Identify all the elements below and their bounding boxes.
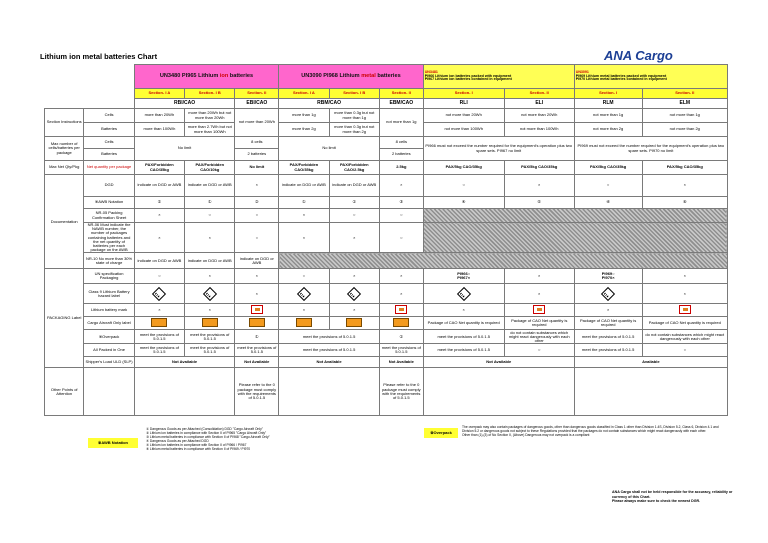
cell-value: meet the provisions of 5.0.1.5 [574, 330, 642, 344]
cell-value: not more than 100Wh [423, 123, 504, 137]
number-symbol: ⑤ [504, 197, 574, 209]
cross-symbol: × [423, 304, 504, 317]
cross-symbol: × [504, 269, 574, 284]
cell-value: indicate on DGD or AWB [329, 175, 379, 197]
other-row [45, 368, 728, 416]
cell-value: meet the provisions of 5.0.1.5 [235, 344, 279, 357]
cell-value: Available [574, 357, 727, 368]
un3481-header: UN3481 PI966 Lithium ion batteries packed with equipment PI967 Lithium ion batteries contained in equipment [423, 65, 574, 89]
cell-value: more than 2g [279, 123, 329, 137]
circle-symbol: ○ [379, 209, 423, 223]
class9-label: Class 9 Lithium Battery hazard label [84, 284, 134, 304]
cell-value: 2 batteries [379, 149, 423, 161]
awb-line: ③ Lithium metal batteries in compliance with Section II of PI968 "Cargo Aircraft Only" [146, 434, 270, 439]
cell-value: not more than 100Wh [504, 123, 574, 137]
number-symbol: ③ [379, 197, 423, 209]
cell-value: Not Available [423, 357, 574, 368]
cells-row [45, 109, 728, 123]
cell-value: No limit [235, 161, 279, 175]
cell-value: more than 100Wh [134, 123, 184, 137]
battery-mark-icon [379, 304, 423, 317]
awb-row [45, 197, 728, 209]
cell-value: meet the provisions of 5.0.1.5 [185, 344, 235, 357]
cell-value: meet the provisions of 5.0.1.5 [185, 330, 235, 344]
cell-value: PAX/5kg CAO/35kg [574, 161, 642, 175]
cell-value: do not contain substances which might react dangerously with each other [504, 330, 574, 344]
nr06-label: NR-06 Must indicate the NAWB number, the number of packages containing batteries and the net quantity of batteries per each package on the AWB [84, 223, 134, 253]
cell-value: meet the provisions of 5.0.1.5 [134, 330, 184, 344]
cell-value: Package of CAO Net quantity is required [423, 317, 504, 330]
cross-symbol: × [642, 284, 727, 304]
hazard-label-icon [423, 284, 504, 304]
cell-value: PAX/Forbidden CAO/35kg [134, 161, 184, 175]
nr05-label: NR-05 Packing Confirmation Sheet [84, 209, 134, 223]
section-row [45, 89, 728, 99]
cao-label-row [45, 317, 728, 330]
cell-value: indicate on DGD or AWB [235, 253, 279, 269]
hazard-label-icon [279, 284, 329, 304]
cross-symbol: × [134, 223, 184, 253]
cell-value: 8 cells [235, 137, 279, 149]
awb-line: ⑤ Lithium ion batteries in compliance with Section II of PI966 / PI967 [146, 442, 247, 447]
number-symbol: ① [134, 197, 184, 209]
cross-symbol: × [185, 269, 235, 284]
all-packed-row [45, 344, 728, 357]
cell-value: Not Available [134, 357, 235, 368]
cross-symbol: × [329, 304, 379, 317]
cell-value: 2 batteries [235, 149, 279, 161]
nr06-row [45, 223, 728, 253]
section-label: Section- I A [279, 89, 329, 99]
battery-mark-icon [235, 304, 279, 317]
cross-symbol: × [504, 284, 574, 304]
number-symbol: ② [235, 197, 279, 209]
cross-symbol: × [279, 304, 329, 317]
awb-line: ② Lithium ion batteries in compliance with Section II of PI965 "Cargo Aircraft Only" [146, 430, 267, 435]
other-label: Other Points of Attention [45, 368, 84, 416]
documentation-label: Documentation [45, 175, 84, 269]
cao-label-icon [379, 317, 423, 330]
un3090-header: UN3090 PI968 Lithium metal batteries [279, 65, 423, 89]
circle-symbol: ○ [185, 209, 235, 223]
cell-value: Not Available [279, 357, 380, 368]
cao-label-icon [235, 317, 279, 330]
all-packed-label: All Packed in One [84, 344, 134, 357]
group-label: EBM/CAO [379, 99, 423, 109]
cell-value: meet the provisions of 5.0.1.5 [423, 344, 504, 357]
cross-symbol: × [379, 269, 423, 284]
awb-line: ① Dangerous Goods as per Attached (Consolidation) DGD "Cargo Aircraft Only" [146, 427, 263, 431]
circle-symbol: ○ [423, 175, 504, 197]
group-label: RBI/CAO [134, 99, 235, 109]
cross-symbol: × [642, 175, 727, 197]
cell-value: PI969 must not exceed the number required for the equipment's operation plus two spare sets. PI970 no limit [574, 137, 727, 161]
cells-label: Cells [84, 137, 134, 149]
cross-symbol: × [235, 175, 279, 197]
not-applicable-area [423, 223, 727, 253]
section-label: Section- I [423, 89, 504, 99]
disclaimer-note [612, 490, 742, 504]
not-applicable-area [279, 253, 728, 269]
group-label: EBI/CAO [235, 99, 279, 109]
group-label: ELM [642, 99, 727, 109]
overpack-button: ※Overpack [424, 428, 458, 438]
un-header-row [45, 65, 728, 89]
number-symbol: ④ [574, 197, 642, 209]
circle-symbol: ○ [134, 269, 184, 284]
section-label: Section- I B [329, 89, 379, 99]
section-label: Section- II [235, 89, 279, 99]
cell-value: more than 0.3g but not more than 2g [329, 123, 379, 137]
max-number-label: Max number of cells/batteries per package [45, 137, 84, 161]
batteries-label: Batteries [84, 149, 134, 161]
section-instructions-label: Section Instructions [45, 109, 84, 137]
awb-notation-button: ※AWB Notation [88, 438, 138, 448]
cell-value: not more than 2g [642, 123, 727, 137]
circle-symbol: ○ [379, 223, 423, 253]
section-label: Section- I [574, 89, 642, 99]
cross-symbol: × [279, 223, 329, 253]
cell-value: indicate on DGD or AWB [134, 253, 184, 269]
cross-symbol: × [185, 223, 235, 253]
shipper-uld-row [45, 357, 728, 368]
circle-symbol: ○ [329, 209, 379, 223]
number-symbol: ① [235, 330, 279, 344]
awb-line: ④ Dangerous Goods as per Attached DGD [146, 438, 209, 443]
cross-symbol: × [329, 223, 379, 253]
cell-value: more than 1g [279, 109, 329, 123]
lbm-row [45, 304, 728, 317]
number-symbol: ① [279, 197, 329, 209]
cell-value: PAX/5kg CAO/35kg [423, 161, 504, 175]
hazard-label-icon [574, 284, 642, 304]
cross-symbol: × [134, 209, 184, 223]
cell-value: PI966 must not exceed the number required for the equipment's operation plus two spare sets. PI967 no limit [423, 137, 574, 161]
un3091-header: UN3091 PI969 Lithium metal batteries packed with equipment PI970 Lithium metal batteries contained in equipment [574, 65, 727, 89]
circle-symbol: ○ [235, 209, 279, 223]
cross-symbol: × [235, 269, 279, 284]
cell-value: not more than 1g [574, 109, 642, 123]
cross-symbol: × [379, 175, 423, 197]
circle-symbol: ○ [235, 223, 279, 253]
nr05-row [45, 209, 728, 223]
cross-symbol: × [504, 175, 574, 197]
cross-symbol: × [329, 269, 379, 284]
cell-value: 2.5kg [379, 161, 423, 175]
cell-value: meet the provisions of 5.0.1.5 [423, 330, 504, 344]
cell-value: meet the provisions of 5.0.1.5 [134, 344, 184, 357]
circle-symbol: ○ [642, 344, 727, 357]
cell-value: not more than 20Wh [504, 109, 574, 123]
cell-value: not more than 1g [379, 109, 423, 137]
hazard-label-icon [134, 284, 184, 304]
cell-value: 8 cells [379, 137, 423, 149]
group-label: RLI [423, 99, 504, 109]
max-cells-row [45, 137, 728, 149]
un3480-header: UN3480 PI965 Lithium ion batteries [134, 65, 278, 89]
cell-value: meet the provisions of 5.0.1.5 [279, 344, 380, 357]
cell-value: indicate on DGD or AWB [134, 175, 184, 197]
cell-value: not more than 20Wh [423, 109, 504, 123]
cross-symbol: × [134, 304, 184, 317]
cao-label-icon [134, 317, 184, 330]
cell-value: more than 20Wh but not more than 20Wh [185, 109, 235, 123]
group-label: RBM/CAO [279, 99, 380, 109]
cell-value: do not contain substances which might react dangerously with each other [642, 330, 727, 344]
circle-symbol: ○ [279, 269, 329, 284]
awb-notation-list [146, 428, 386, 452]
battery-mark-icon [642, 304, 727, 317]
overpack-label: ※Overpack [84, 330, 134, 344]
not-applicable-area [423, 209, 727, 223]
hazard-label-icon [185, 284, 235, 304]
battery-chart-table [44, 64, 728, 416]
section-label: Section- II [504, 89, 574, 99]
cao-label-label: Cargo Aircraft Only label [84, 317, 134, 330]
number-symbol: ⑥ [642, 197, 727, 209]
cell-value: not more than 20Wh [235, 109, 279, 137]
group-row [45, 99, 728, 109]
group-label: RLM [574, 99, 642, 109]
cell-value: not more than 1g [642, 109, 727, 123]
cell-value: more than 2.7Wh but not more than 100Wh [185, 123, 235, 137]
cao-label-icon [185, 317, 235, 330]
cross-symbol: × [379, 284, 423, 304]
cell-value: No limit [279, 137, 380, 161]
disclaimer-line: ANA Cargo shall not be held responsible for the accuracy, reliability or currency of this Chart. [612, 490, 733, 499]
cell-value: Not Available [379, 357, 423, 368]
cross-symbol: × [235, 284, 279, 304]
cell-value: meet the provisions of 5.0.1.5 [279, 330, 380, 344]
hazard-label-icon [329, 284, 379, 304]
cell-value: Package of CAO Net quantity is required [574, 317, 642, 330]
number-symbol: ④ [423, 197, 504, 209]
cao-label-icon [329, 317, 379, 330]
overpack-notes [462, 426, 728, 438]
battery-mark-icon [504, 304, 574, 317]
cell-value: meet the provisions of 5.0.1.5 [379, 344, 423, 357]
number-symbol: ① [185, 197, 235, 209]
section-label: Section- I B [185, 89, 235, 99]
awb-line: ⑥ Lithium metal batteries in compliance with Section II of PI969 / PI970 [146, 446, 251, 451]
dgd-label: DGD [84, 175, 134, 197]
circle-symbol: ○ [574, 175, 642, 197]
cell-value: more than 20Wh [134, 109, 184, 123]
cell-value: Please refer to the 0 package must comply with the requirements of 5.0.1.5 [235, 368, 279, 416]
pi966-pi967: PI966○ PI967× [423, 269, 504, 284]
lbm-label: Lithium battery mark [84, 304, 134, 317]
cell-value: No limit [134, 137, 235, 161]
ana-cargo-logo: ANA Cargo [604, 48, 673, 63]
cross-symbol: × [185, 304, 235, 317]
cell-value: more than 0.3g but not more than 1g [329, 109, 379, 123]
max-net-label: Max Net Qty/Pkg [45, 161, 84, 175]
cell-value: PAX/5kg CAO/35kg [504, 161, 574, 175]
page-title: Lithium ion metal batteries Chart [40, 52, 158, 61]
awb-label: ※AWB Notation [84, 197, 134, 209]
packaging-label: PACKAGING Label [45, 269, 84, 368]
cell-value: PAX/Forbidden CAO/2.5kg [329, 161, 379, 175]
cell-value: PAX/5kg CAO/35kg [642, 161, 727, 175]
number-symbol: ① [329, 197, 379, 209]
circle-symbol: ○ [504, 344, 574, 357]
cell-value: indicate on DGD or AWB [185, 253, 235, 269]
un-spec-row [45, 269, 728, 284]
cell-value: not more than 2g [574, 123, 642, 137]
un-spec-label: UN specification Packaging [84, 269, 134, 284]
cross-symbol: × [642, 269, 727, 284]
cross-symbol: × [574, 304, 642, 317]
nr10-label: NR-10 No more than 30% state of charge [84, 253, 134, 269]
class9-row [45, 284, 728, 304]
cell-value: indicate on DGD or AWB [279, 175, 329, 197]
cross-symbol: × [279, 209, 329, 223]
cell-value: Please refer to the 0 package must comply with the requirements of 5.0.1.5 [379, 368, 423, 416]
cells-label: Cells [84, 109, 134, 123]
shipper-uld-label: Shipper's Load ULD (SLP) [84, 357, 134, 368]
section-label: Section- II [379, 89, 423, 99]
net-qty-row [45, 161, 728, 175]
section-label: Section- I A [134, 89, 184, 99]
overpack-row [45, 330, 728, 344]
cao-label-icon [279, 317, 329, 330]
disclaimer-line: Please always make sure to check the newest DGR. [612, 499, 701, 504]
cell-value: meet the provisions of 5.0.1.5 [574, 344, 642, 357]
number-symbol: ① [379, 330, 423, 344]
cell-value: Not Available [235, 357, 279, 368]
batteries-label: Batteries [84, 123, 134, 137]
section-label: Section- II [642, 89, 727, 99]
overpack-line: The overpack may also contain packages of dangerous goods, other than dangerous goods classified in Class 1 other than Division 1.4S, Division 5.2, Class 6, Division 4.1 and Division 5.2 or dangerous goods not subject to these Regulations provided that the packages do not contain substances which might react dangerously with each other. [462, 425, 719, 433]
group-label: ELI [504, 99, 574, 109]
pi969-pi970: PI969○ PI970× [574, 269, 642, 284]
cell-value: PAX/Forbidden CAO/35kg [279, 161, 329, 175]
cell-value: Package of CAO Net quantity is required [642, 317, 727, 330]
cell-value: indicate on DGD or AWB [185, 175, 235, 197]
dgd-row [45, 175, 728, 197]
net-qty-label: Net quantity per package [84, 161, 134, 175]
nr10-row [45, 253, 728, 269]
cell-value: PAX/Forbidden CAO/10kg [185, 161, 235, 175]
cell-value: Package of CAO Net quantity is required [504, 317, 574, 330]
overpack-line: Other than (1),(3) of No Section II, (Above) Dangerous may not overpack is a compliant [462, 432, 590, 437]
